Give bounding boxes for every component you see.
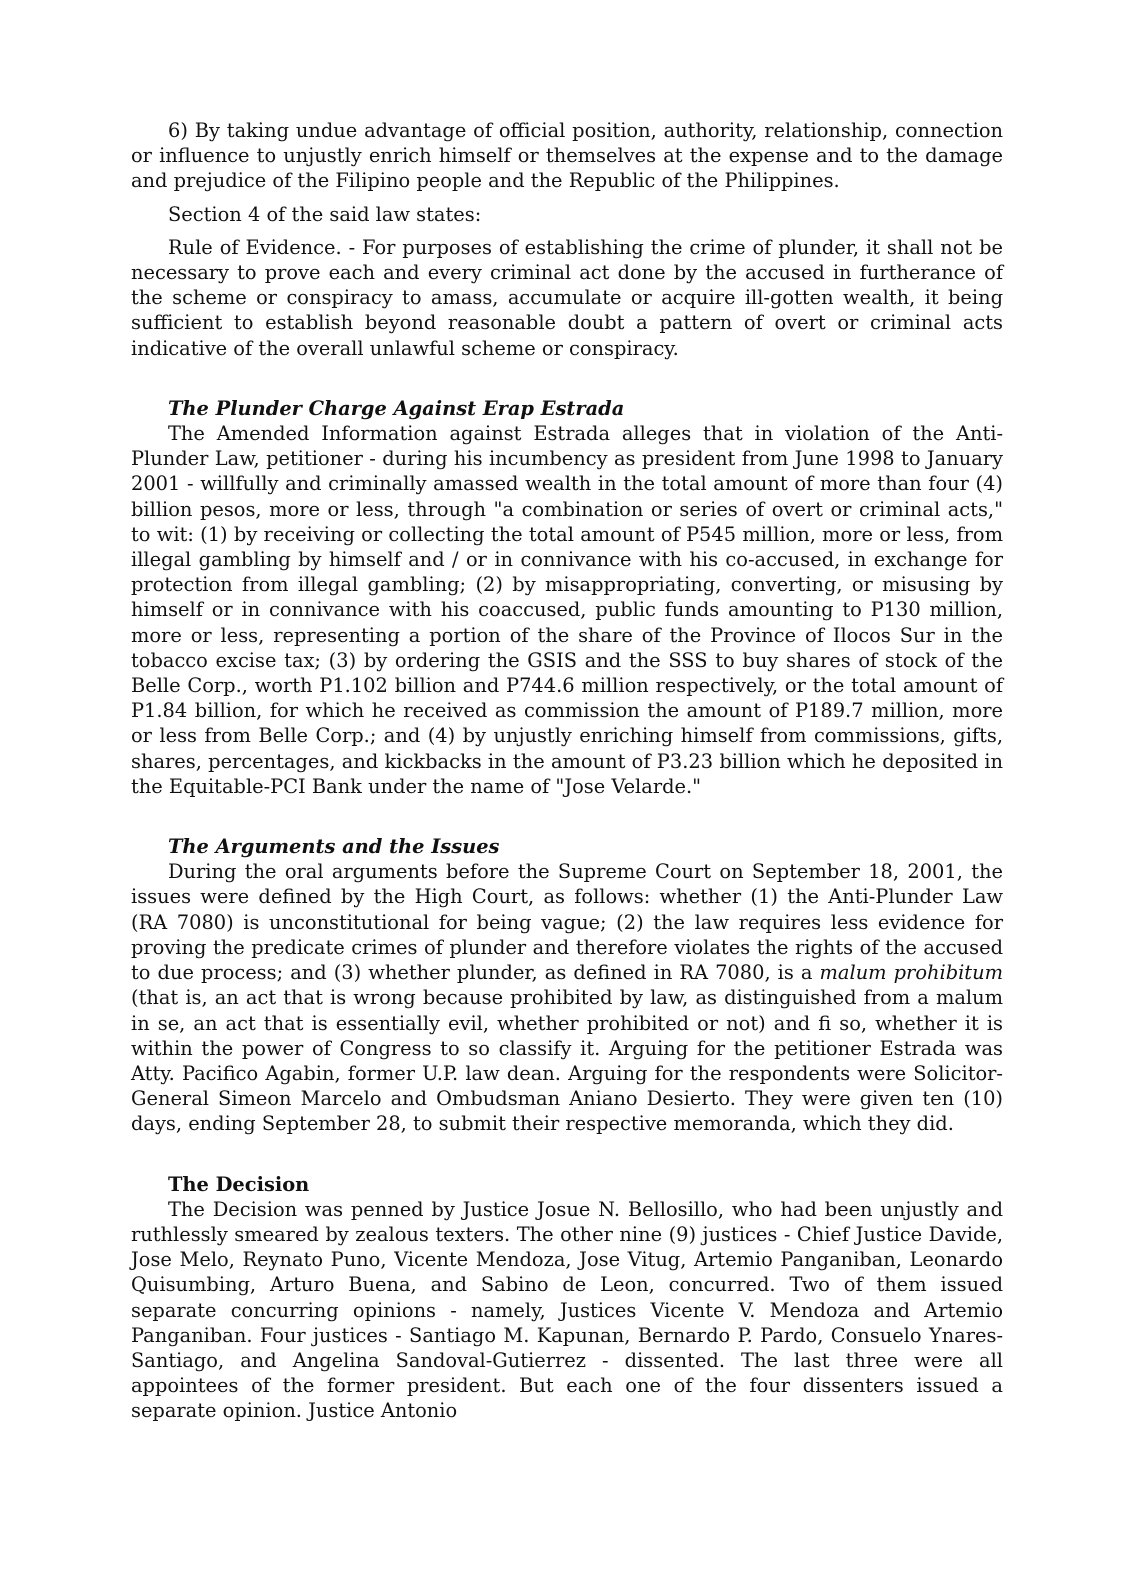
section-heading-arguments-issues: The Arguments and the Issues (168, 835, 500, 859)
paragraph-rule-of-evidence: Rule of Evidence. - For purposes of establishing the crime of plunder, it shall not be necessary to prove each and every criminal act done by the accused in furtherance of the scheme or conspiracy to amass, accumulate or acquire ill-gotten wealth, it being sufficient to establish beyond reasonable doubt a pattern of overt or criminal acts indicative of the overall unlawful scheme or conspiracy. (131, 235, 1003, 360)
section-arguments-issues (131, 834, 1003, 1136)
section-heading-plunder-charge: The Plunder Charge Against Erap Estrada (168, 396, 625, 420)
section-plunder-charge (131, 396, 1003, 799)
arguments-text-after: (that is, an act that is wrong because prohibited by law, as distinguished from a malum in se, an act that is essentially evil, whether prohibited or not) and fi so, whether it is within the power of Congress to so classify it. Arguing for the petitioner Estrada was Atty. Pacifico Agabin, former U.P. law dean. Arguing for the respondents were Solicitor-General Simeon Marcelo and Ombudsman Aniano Desierto. They were given ten (10) days, ending September 28, to submit their respective memoranda, which they did. (131, 986, 1003, 1136)
arguments-text-before: During the oral arguments before the Supreme Court on September 18, 2001, the issues were defined by the High Court, as follows: whether (1) the Anti-Plunder Law (RA 7080) is unconstitutional for being vague; (2) the law requires less evidence for proving the predicate crimes of plunder and therefore violates the rights of the accused to due process; and (3) whether plunder, as defined in RA 7080, is a (131, 860, 1003, 985)
paragraph-item-6: 6) By taking undue advantage of official position, authority, relationship, connection or influence to unjustly enrich himself or themselves at the expense and to the damage and prejudice of the Filipino people and the Republic of the Philippines. (131, 119, 1003, 193)
paragraph-plunder-charge: The Amended Information against Estrada alleges that in violation of the Anti-Plunder Law, petitioner - during his incumbency as president from June 1998 to January 2001 - willfully and criminally amassed wealth in the total amount of more than four (4) billion pesos, more or less, through "a combination or series of overt or criminal acts," to wit: (1) by receiving or collecting the total amount of P545 million, more or less, from illegal gambling by himself and / or in connivance with his co-accused, in exchange for protection from illegal gambling; (2) by misappropriating, converting, or misusing by himself or in connivance with his coaccused, public funds amounting to P130 million, more or less, representing a portion of the share of the Province of Ilocos Sur in the tobacco excise tax; (3) by ordering the GSIS and the SSS to buy shares of stock of the Belle Corp., worth P1.102 billion and P744.6 million respectively, or the total amount of P1.84 billion, for which he received as commission the amount of P189.7 million, more or less from Belle Corp.; and (4) by unjustly enriching himself from commissions, gifts, shares, percentages, and kickbacks in the amount of P3.23 billion which he deposited in the Equitable-PCI Bank under the name of "Jose Velarde." (131, 422, 1003, 798)
arguments-text-italic: malum prohibitum (819, 961, 1003, 985)
document-page (131, 118, 1003, 1424)
paragraph-section-4-intro: Section 4 of the said law states: (168, 202, 482, 226)
section-heading-decision: The Decision (168, 1172, 310, 1196)
paragraph-arguments-issues (131, 859, 1003, 1136)
paragraph-decision: The Decision was penned by Justice Josue N. Bellosillo, who had been unjustly and ruthlessly smeared by zealous texters. The other nine (9) justices - Chief Justice Davide, Jose Melo, Reynato Puno, Vicente Mendoza, Jose Vitug, Artemio Panganiban, Leonardo Quisumbing, Arturo Buena, and Sabino de Leon, concurred. Two of them issued separate concurring opinions - namely, Justices Vicente V. Mendoza and Artemio Panganiban. Four justices - Santiago M. Kapunan, Bernardo P. Pardo, Consuelo Ynares-Santiago, and Angelina Sandoval-Gutierrez - dissented. The last three were all appointees of the former president. But each one of the four dissenters issued a separate opinion. Justice Antonio (131, 1197, 1003, 1423)
section-decision (131, 1172, 1003, 1424)
